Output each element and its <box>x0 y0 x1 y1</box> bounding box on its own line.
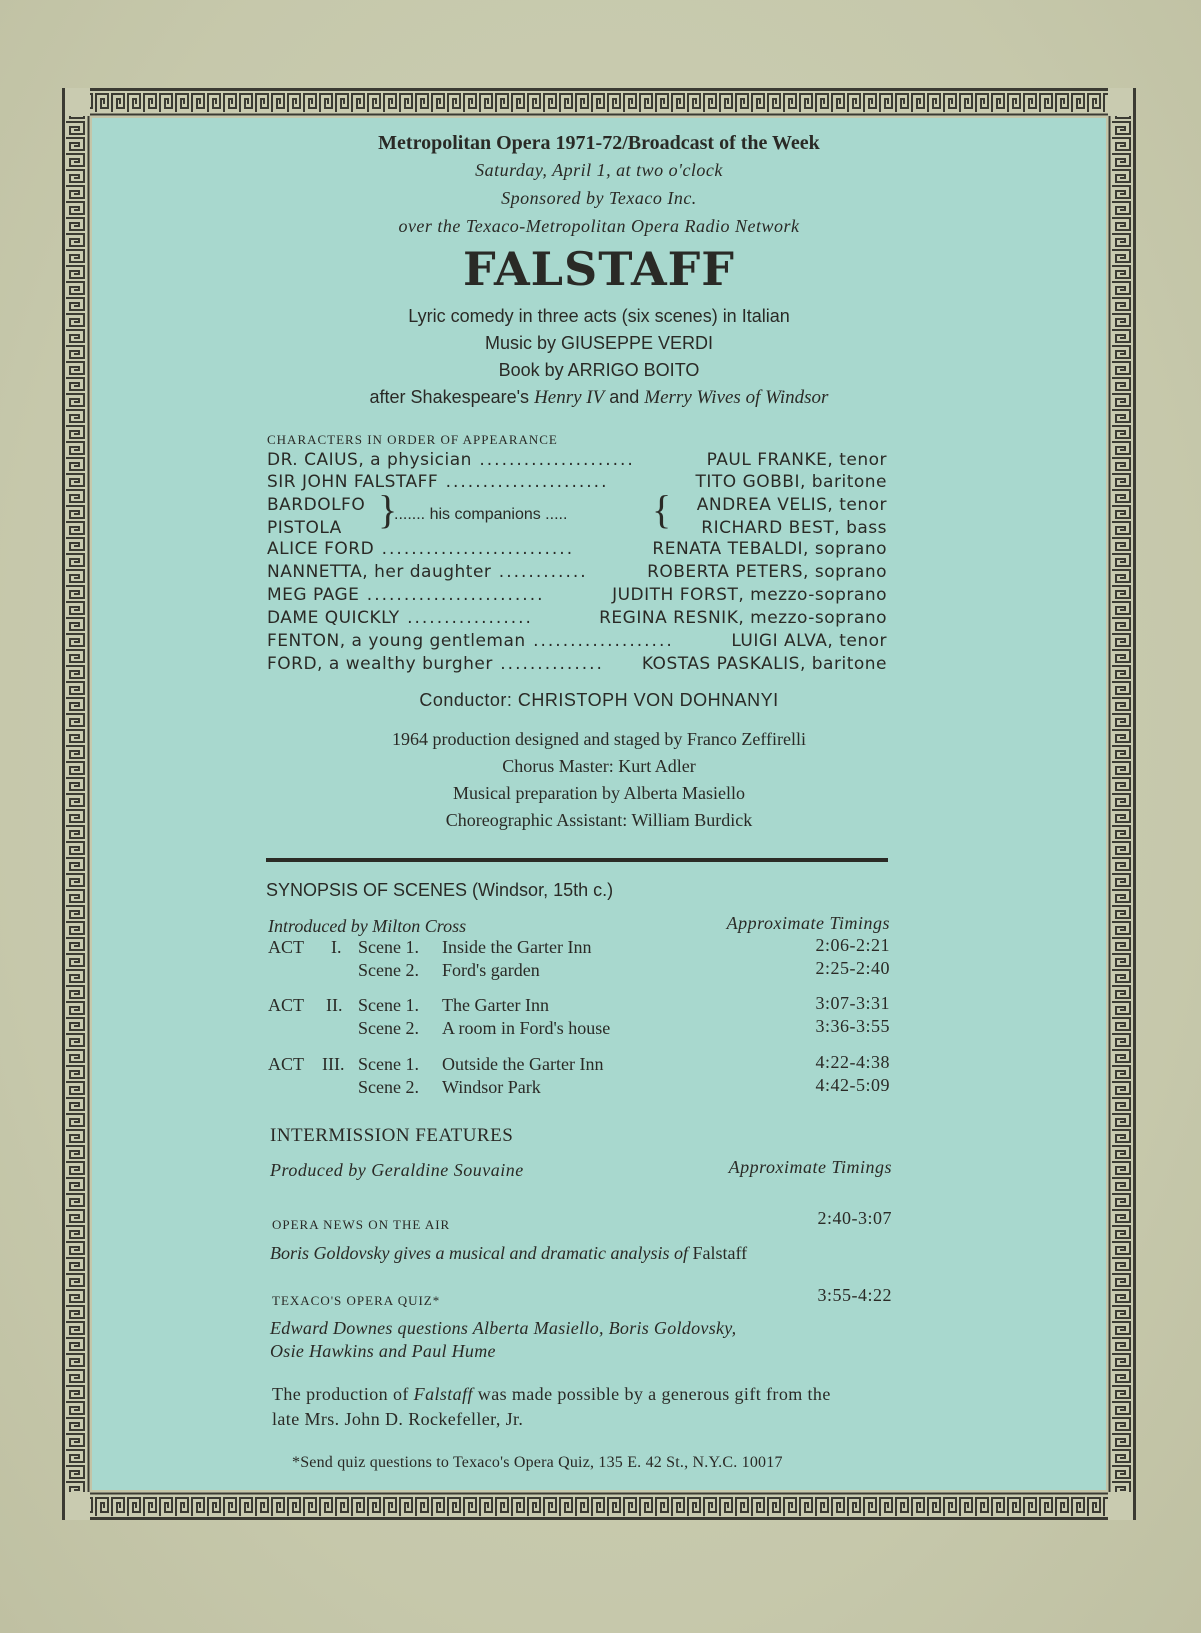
cast-row <box>267 654 887 674</box>
cast-row <box>267 539 887 559</box>
scene-time: 2:06-2:21 <box>815 935 890 955</box>
feature-name: TEXACO'S OPERA QUIZ* <box>272 1293 441 1308</box>
gift-post: was made possible by a generous gift from the <box>472 1384 831 1404</box>
scene-time: 4:22-4:38 <box>815 1052 890 1072</box>
source-pre: after Shakespeare's <box>369 387 535 407</box>
cast-leader: .......................... <box>374 539 575 559</box>
feature-description <box>270 1243 747 1264</box>
cast-leader: .............. <box>492 654 604 674</box>
header-date: Saturday, April 1, at two o'clock <box>475 160 723 180</box>
source-mid: and <box>604 387 645 407</box>
musical-preparation: Musical preparation by Alberta Masiello <box>453 783 745 803</box>
cast-role: DR. CAIUS, a physician <box>267 450 472 470</box>
cast-leader: ...................... <box>438 472 609 492</box>
cast-leader: ................... <box>525 631 674 651</box>
choreographic-assistant: Choreographic Assistant: William Burdick <box>445 810 753 830</box>
cast-leader: ............ <box>491 562 588 582</box>
feature-name: OPERA NEWS ON THE AIR <box>272 1217 451 1232</box>
cast-artist: KOSTAS PASKALIS, baritone <box>641 654 887 674</box>
right-brace: { <box>652 487 672 532</box>
greek-key-border-bottom <box>62 1492 1136 1520</box>
feature-description: Osie Hawkins and Paul Hume <box>270 1341 496 1361</box>
scene-time: 4:42-5:09 <box>815 1075 890 1095</box>
act-number: I. <box>331 937 342 957</box>
cast-role: MEG PAGE <box>267 585 360 605</box>
cast-artist-velis: ANDREA VELIS, tenor <box>696 495 887 515</box>
cast-artist: REGINA RESNIK, mezzo-soprano <box>599 608 887 628</box>
cast-row <box>267 585 887 605</box>
left-brace: } <box>378 487 398 532</box>
intermission-timings-label: Approximate Timings <box>728 1157 892 1177</box>
subtitle-source <box>92 387 1106 409</box>
opera-title: FALSTAFF <box>463 242 735 296</box>
chorus-master: Chorus Master: Kurt Adler <box>502 756 696 776</box>
cast-artist-best: RICHARD BEST, bass <box>701 518 887 538</box>
subtitle-description: Lyric comedy in three acts (six scenes) in Italian <box>408 306 790 326</box>
cast-row <box>267 608 887 628</box>
cast-heading: CHARACTERS IN ORDER OF APPEARANCE <box>267 432 558 447</box>
cast-role: FENTON, a young gentleman <box>267 631 526 651</box>
act-label: ACT <box>268 995 304 1015</box>
header-network: over the Texaco-Metropolitan Opera Radio Network <box>398 216 800 236</box>
scene-number: Scene 1. <box>358 1054 419 1074</box>
scene-place: Outside the Garter Inn <box>442 1054 604 1074</box>
intermission-produced: Produced by Geraldine Souvaine <box>270 1160 524 1180</box>
feature-desc-work: Falstaff <box>692 1243 748 1263</box>
cast-row <box>267 450 887 470</box>
cast-artist: JUDITH FORST, mezzo-soprano <box>612 585 887 605</box>
cast-artist: RENATA TEBALDI, soprano <box>652 539 887 559</box>
act-number: III. <box>322 1054 345 1074</box>
scene-place: Inside the Garter Inn <box>442 937 592 957</box>
production-credit: 1964 production designed and staged by Franco Zeffirelli <box>391 729 807 749</box>
feature-time: 2:40-3:07 <box>817 1208 892 1228</box>
scene-time: 3:36-3:55 <box>815 1016 890 1036</box>
scene-time: 3:07-3:31 <box>815 993 890 1013</box>
greek-key-border-top <box>62 88 1136 116</box>
scene-time: 2:25-2:40 <box>815 958 890 978</box>
intermission-heading: INTERMISSION FEATURES <box>270 1125 514 1146</box>
header-broadcast: Metropolitan Opera 1971-72/Broadcast of the Week <box>378 132 820 154</box>
synopsis-heading: SYNOPSIS OF SCENES (Windsor, 15th c.) <box>266 880 614 900</box>
cast-row <box>267 562 887 582</box>
section-divider <box>266 858 888 862</box>
greek-key-border-left <box>62 88 90 1520</box>
scene-place: A room in Ford's house <box>442 1018 611 1038</box>
act-label: ACT <box>268 937 304 957</box>
scene-number: Scene 2. <box>358 960 419 980</box>
gift-pre: The production of <box>272 1384 414 1404</box>
cast-role: FORD, a wealthy burgher <box>267 654 493 674</box>
cast-leader: ..................... <box>471 450 635 470</box>
greek-key-border-right <box>1108 88 1136 1520</box>
synopsis-timings-label: Approximate Timings <box>726 913 890 933</box>
synopsis-introduced: Introduced by Milton Cross <box>268 916 467 936</box>
cast-leader: ........................ <box>359 585 545 605</box>
scene-place: Ford's garden <box>442 960 540 980</box>
scene-number: Scene 1. <box>358 995 419 1015</box>
conductor: Conductor: CHRISTOPH VON DOHNANYI <box>419 690 779 710</box>
program-panel <box>92 118 1106 1490</box>
scene-number: Scene 2. <box>358 1018 419 1038</box>
source-work-1: Henry IV <box>534 387 605 408</box>
subtitle-music: Music by GIUSEPPE VERDI <box>484 333 714 353</box>
cast-role: NANNETTA, her daughter <box>267 562 492 582</box>
feature-time: 3:55-4:22 <box>817 1285 892 1305</box>
cast-artist: ROBERTA PETERS, soprano <box>647 562 887 582</box>
scene-place: The Garter Inn <box>442 995 549 1015</box>
gift-work: Falstaff <box>413 1384 473 1404</box>
feature-description: Edward Downes questions Alberta Masiello, Boris Goldovsky, <box>270 1318 737 1338</box>
scene-place: Windsor Park <box>442 1077 541 1097</box>
scene-number: Scene 1. <box>358 937 419 957</box>
cast-row <box>267 472 887 492</box>
scene-number: Scene 2. <box>358 1077 419 1097</box>
header-sponsor: Sponsored by Texaco Inc. <box>501 188 697 208</box>
act-label: ACT <box>268 1054 304 1074</box>
companions-label: ....... his companions ..... <box>394 506 568 523</box>
cast-artist: LUIGI ALVA, tenor <box>731 631 887 651</box>
feature-desc-text: Boris Goldovsky gives a musical and dramatic analysis of <box>270 1243 693 1263</box>
cast-role: SIR JOHN FALSTAFF <box>267 472 439 492</box>
cast-row <box>267 631 887 651</box>
cast-artist: PAUL FRANKE, tenor <box>706 450 887 470</box>
gift-note <box>272 1384 831 1405</box>
source-work-2: Merry Wives of Windsor <box>644 387 829 408</box>
subtitle-book: Book by ARRIGO BOITO <box>498 360 700 380</box>
act-number: II. <box>326 995 343 1015</box>
cast-role-bardolfo: BARDOLFO <box>267 495 366 515</box>
gift-note-line2: late Mrs. John D. Rockefeller, Jr. <box>272 1409 524 1429</box>
cast-artist: TITO GOBBI, baritone <box>695 472 887 492</box>
cast-role-pistola: PISTOLA <box>267 518 342 538</box>
cast-role: DAME QUICKLY <box>267 608 400 628</box>
cast-leader: ................. <box>399 608 533 628</box>
quiz-note: *Send quiz questions to Texaco's Opera Quiz, 135 E. 42 St., N.Y.C. 10017 <box>292 1454 783 1471</box>
cast-role: ALICE FORD <box>267 539 375 559</box>
